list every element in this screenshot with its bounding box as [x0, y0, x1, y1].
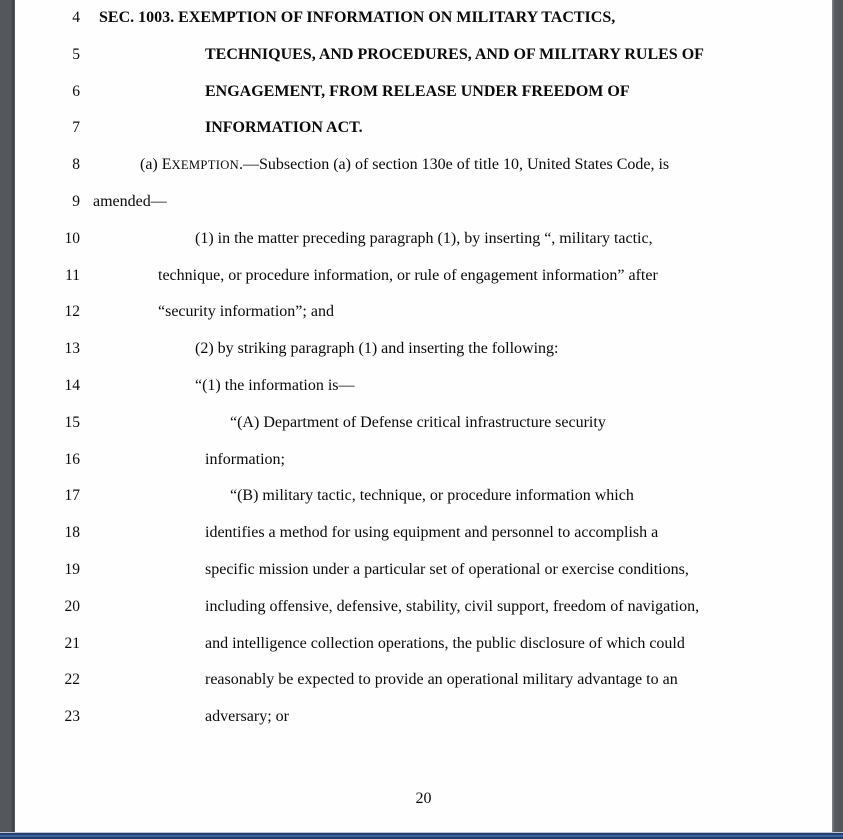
line-text — [93, 9, 615, 26]
line-text — [93, 230, 653, 247]
text-segment: (a) E — [140, 156, 172, 174]
document-line — [15, 110, 832, 147]
line-number: 9 — [72, 192, 80, 210]
line-text — [93, 83, 630, 100]
document-line — [15, 294, 832, 331]
text-segment: technique, or procedure information, or rule of engagement information” after — [158, 266, 658, 284]
line-number: 6 — [72, 82, 80, 100]
text-segment: information; — [205, 450, 285, 468]
line-text — [93, 708, 289, 725]
text-segment: “(B) military tactic, technique, or procedure information which — [230, 487, 634, 505]
text-segment: including offensive, defensive, stability, civil support, freedom of navigation, — [205, 597, 700, 615]
line-text — [93, 340, 558, 357]
left-window-edge — [0, 0, 15, 832]
document-line — [15, 626, 832, 663]
line-text — [93, 303, 334, 320]
line-number: 10 — [64, 229, 80, 247]
line-text — [93, 487, 634, 504]
line-number: 5 — [72, 45, 80, 63]
line-number: 7 — [72, 119, 80, 137]
text-segment: identifies a method for using equipment and personnel to accomplish a — [205, 524, 659, 542]
line-number: 12 — [64, 303, 80, 321]
text-segment: INFORMATION ACT. — [205, 119, 363, 137]
line-text — [93, 156, 669, 173]
text-segment: ENGAGEMENT, FROM RELEASE UNDER FREEDOM OF — [205, 82, 630, 100]
document-line — [15, 405, 832, 442]
text-segment: and intelligence collection operations, the public disclosure of which could — [205, 634, 685, 652]
line-number: 19 — [64, 560, 80, 578]
line-text — [93, 524, 658, 541]
document-line — [15, 478, 832, 515]
text-segment: “security information”; and — [158, 303, 334, 321]
line-text — [93, 267, 658, 284]
line-number: 11 — [65, 266, 80, 284]
text-segment: (2) by striking paragraph (1) and inserting the following: — [195, 340, 559, 358]
line-number: 8 — [72, 156, 80, 174]
line-text — [93, 377, 355, 394]
line-number: 22 — [64, 671, 80, 689]
line-number: 21 — [64, 634, 80, 652]
text-segment: (1) in the matter preceding paragraph (1), by inserting “, military tactic, — [195, 229, 653, 247]
document-line — [15, 0, 832, 37]
line-number: 4 — [72, 9, 80, 26]
text-segment: .—Subsection (a) of section 130e of title 10, United States Code, is — [239, 156, 670, 174]
line-text — [93, 671, 678, 688]
line-text — [93, 193, 167, 210]
line-list — [15, 0, 832, 736]
document-line — [15, 258, 832, 295]
line-text — [93, 598, 699, 615]
document-line — [15, 589, 832, 626]
document-line — [15, 442, 832, 479]
right-window-edge — [832, 0, 843, 832]
line-text — [93, 451, 285, 468]
document-line — [15, 74, 832, 111]
document-line — [15, 37, 832, 74]
document-line — [15, 331, 832, 368]
line-number: 14 — [64, 376, 80, 394]
footer-page-number: 20 — [415, 790, 432, 807]
document-line — [15, 184, 832, 221]
bottom-window-edge — [0, 832, 843, 839]
document-line — [15, 147, 832, 184]
line-text — [93, 119, 363, 136]
line-number: 18 — [64, 524, 80, 542]
line-number: 23 — [64, 708, 80, 726]
text-segment: TECHNIQUES, AND PROCEDURES, AND OF MILITARY RULES OF — [205, 45, 704, 63]
text-segment: “(1) the information is— — [195, 376, 355, 394]
line-number: 20 — [64, 597, 80, 615]
line-number: 16 — [64, 450, 80, 468]
text-segment: adversary; or — [205, 708, 289, 726]
line-text — [93, 46, 704, 63]
text-segment: amended— — [93, 192, 167, 210]
document-line — [15, 368, 832, 405]
document-line — [15, 662, 832, 699]
document-page[interactable] — [15, 0, 832, 832]
line-text — [93, 561, 689, 578]
smallcaps-segment: XEMPTION — [171, 158, 239, 173]
text-segment: specific mission under a particular set of operational or exercise conditions, — [205, 560, 689, 578]
line-text — [93, 635, 685, 652]
line-number: 13 — [64, 340, 80, 358]
text-segment: SEC. 1003. EXEMPTION OF INFORMATION ON MILITARY TACTICS, — [99, 9, 616, 26]
line-number: 15 — [64, 413, 80, 431]
document-line — [15, 515, 832, 552]
line-text — [93, 414, 606, 431]
document-line — [15, 699, 832, 736]
text-segment: “(A) Department of Defense critical infrastructure security — [230, 413, 606, 431]
line-number: 17 — [64, 487, 80, 505]
text-segment: reasonably be expected to provide an operational military advantage to an — [205, 671, 678, 689]
document-line — [15, 552, 832, 589]
document-line — [15, 221, 832, 258]
